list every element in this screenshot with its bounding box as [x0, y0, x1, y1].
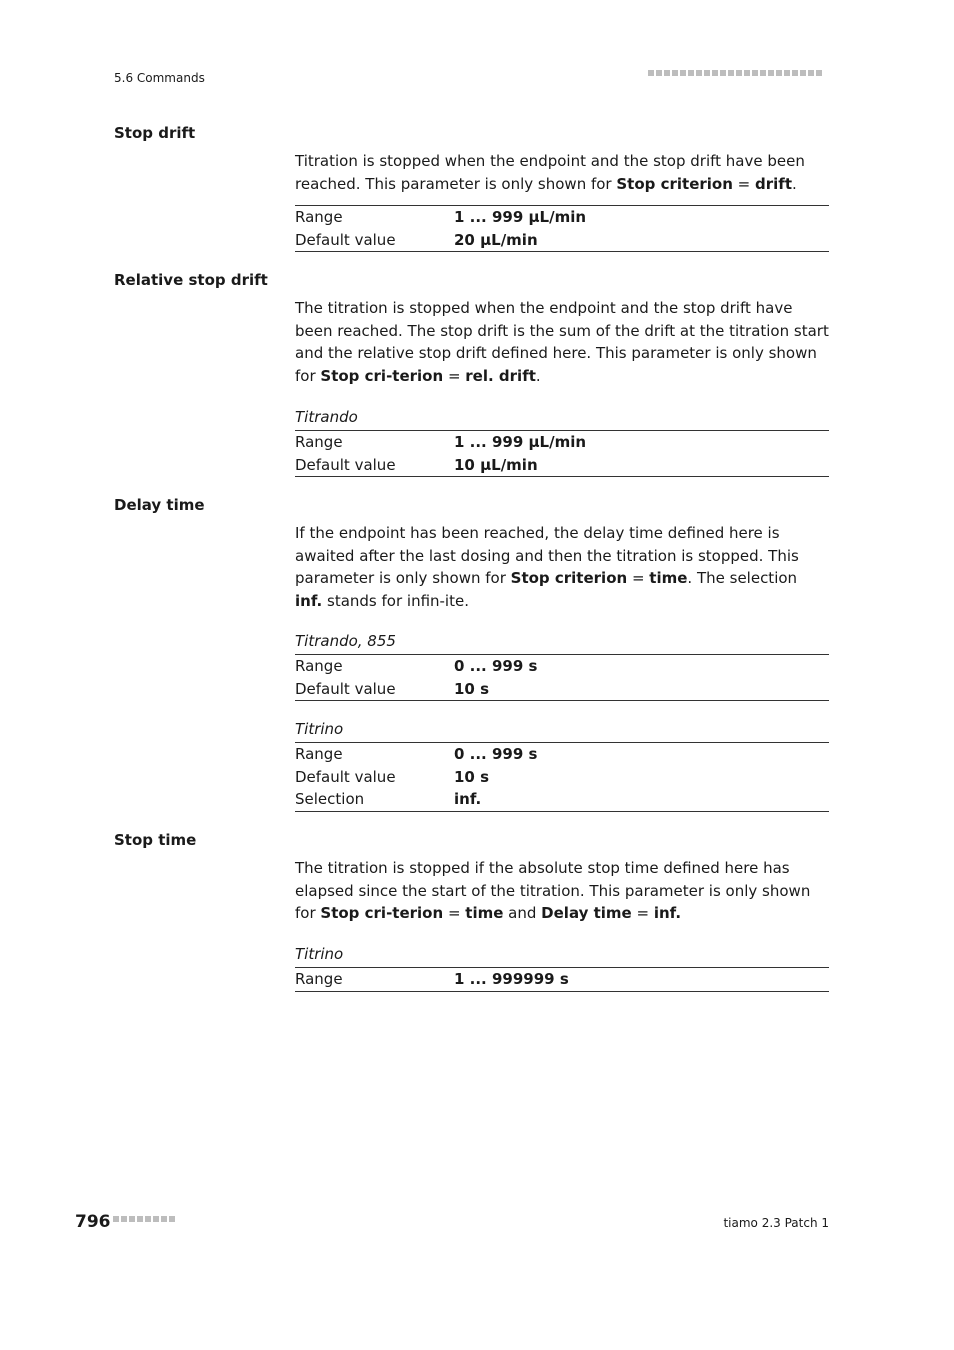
footer-decoration — [113, 1216, 183, 1230]
running-header-section: 5.6 Commands — [114, 71, 205, 85]
section-title-relative-stop-drift: Relative stop drift — [114, 271, 268, 289]
parameter-table-delay-time-titrando — [295, 654, 829, 701]
description-delay-time: If the endpoint has been reached, the delay time defined here is awaited after the last dosing and then the titration is stopped. This parameter is only shown for Stop criterion = time. The selection inf. stands for infin-ite. — [295, 524, 799, 610]
table-row: Range 1 ... 999 µL/min — [295, 433, 587, 451]
device-label: Titrino — [295, 945, 344, 963]
description-stop-time: The titration is stopped if the absolute stop time defined here has elapsed since the start of the titration. This parameter is only shown for Stop cri-terion = time and Delay time = inf. — [295, 859, 811, 922]
table-row: Default value 20 µL/min — [295, 230, 538, 249]
product-name: tiamo 2.3 Patch 1 — [723, 1216, 829, 1230]
description-stop-drift: Titration is stopped when the endpoint and the stop drift have been reached. This parameter is only shown for Stop criterion = drift. — [295, 152, 805, 193]
section-title-stop-time: Stop time — [114, 831, 197, 849]
section-title-delay-time: Delay time — [114, 496, 205, 514]
description-relative-stop-drift: The titration is stopped when the endpoint and the stop drift have been reached. The stop drift is the sum of the drift at the titration start and the relative stop drift defined here. This parameter is only shown for Stop cri-terion = rel. drift. — [295, 299, 829, 385]
parameter-table-delay-time-titrino — [295, 742, 829, 812]
page-number: 796 — [75, 1212, 111, 1232]
table-row: Range 0 ... 999 s — [295, 657, 538, 675]
device-label: Titrando — [295, 408, 358, 426]
parameter-table-relative-stop-drift — [295, 430, 829, 477]
parameter-table-stop-time — [295, 967, 829, 992]
table-row: Default value 10 s — [295, 679, 490, 698]
table-row: Range 0 ... 999 s — [295, 745, 538, 763]
table-row: Range 1 ... 999 µL/min — [295, 208, 587, 226]
header-decoration — [648, 70, 829, 84]
table-row: Range 1 ... 999999 s — [295, 970, 569, 988]
table-row: Selection inf. — [295, 790, 482, 808]
device-label: Titrino — [295, 720, 344, 738]
table-row: Default value 10 µL/min — [295, 455, 538, 474]
device-label: Titrando, 855 — [295, 632, 396, 650]
parameter-table-stop-drift — [295, 205, 829, 252]
section-title-stop-drift: Stop drift — [114, 124, 196, 142]
table-row: Default value 10 s — [295, 767, 490, 786]
